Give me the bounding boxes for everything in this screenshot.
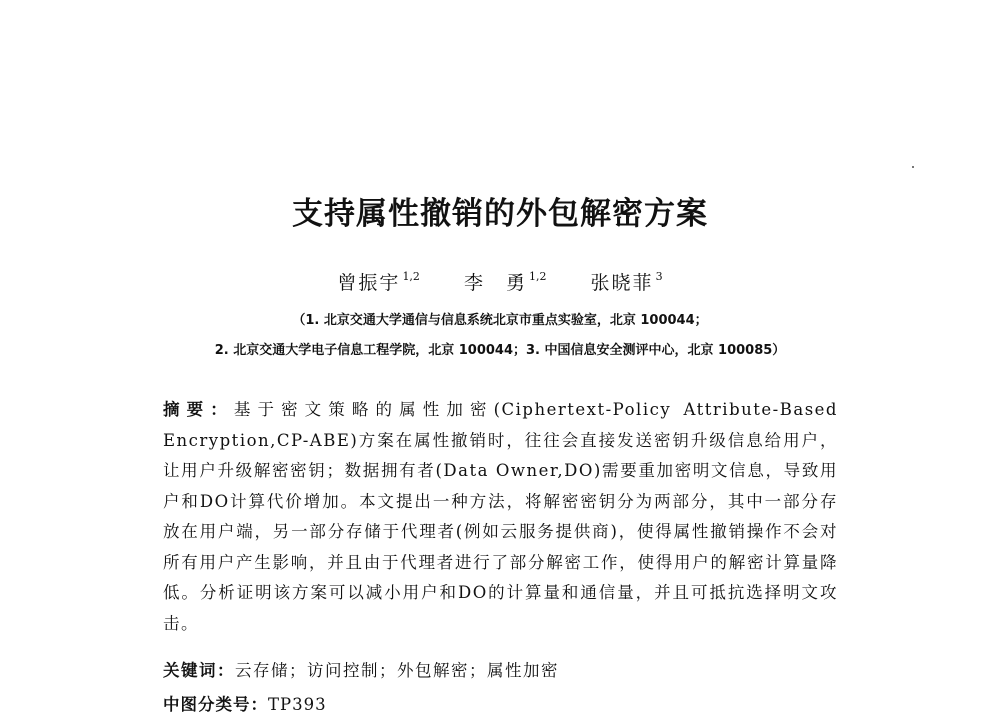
author-list <box>0 268 1000 295</box>
author-3 <box>591 268 663 295</box>
keywords <box>163 657 559 681</box>
keywords-text: 云存储；访问控制；外包解密；属性加密 <box>235 661 559 680</box>
author-name: 张晓菲 <box>590 272 654 294</box>
paper-title: 支持属性撤销的外包解密方案 <box>292 196 708 232</box>
classification-label: 中图分类号： <box>163 695 268 714</box>
keywords-label: 关键词： <box>163 661 235 680</box>
author-affiliation-mark: 1,2 <box>402 270 420 283</box>
abstract-text: 基于密文策略的属性加密(Ciphertext-Policy Attribute-Based Encryption,CP-ABE)方案在属性撤销时，往往会直接发送密钥升级信息给用户，让用户升级解密密钥；数据拥有者(Data Owner,DO)需要重加密明文信息，导致用户和DO计算代价增加。本文提出一种方法，将解密密钥分为两部分，其中一部分存放在用户端，另一部分存储于代理者(例如云服务提供商)，使得属性撤销操作不会对所有用户产生影响，并且由于代理者进行了部分解密工作，使得用户的解密计算量降低。分析证明该方案可以减小用户和DO的计算量和通信量，并且可抵抗选择明文攻击。 <box>163 400 838 633</box>
author-affiliation-mark: 1,2 <box>529 270 547 283</box>
scan-speck <box>912 166 914 168</box>
abstract-label: 摘要： <box>163 400 234 419</box>
author-2 <box>464 268 547 295</box>
author-name: 李 勇 <box>463 272 527 294</box>
abstract <box>163 395 838 639</box>
affiliation-line-1: （1. 北京交通大学通信与信息系统北京市重点实验室，北京 100044； <box>292 313 708 328</box>
author-name: 曾振宇 <box>337 272 401 294</box>
author-1 <box>337 268 420 295</box>
author-affiliation-mark: 3 <box>655 270 663 283</box>
classification-text: TP393 <box>268 695 327 714</box>
affiliation-line-2: 2. 北京交通大学电子信息工程学院，北京 100044；3. 中国信息安全测评中心，北京 100085） <box>214 343 786 358</box>
classification-number <box>163 691 327 715</box>
